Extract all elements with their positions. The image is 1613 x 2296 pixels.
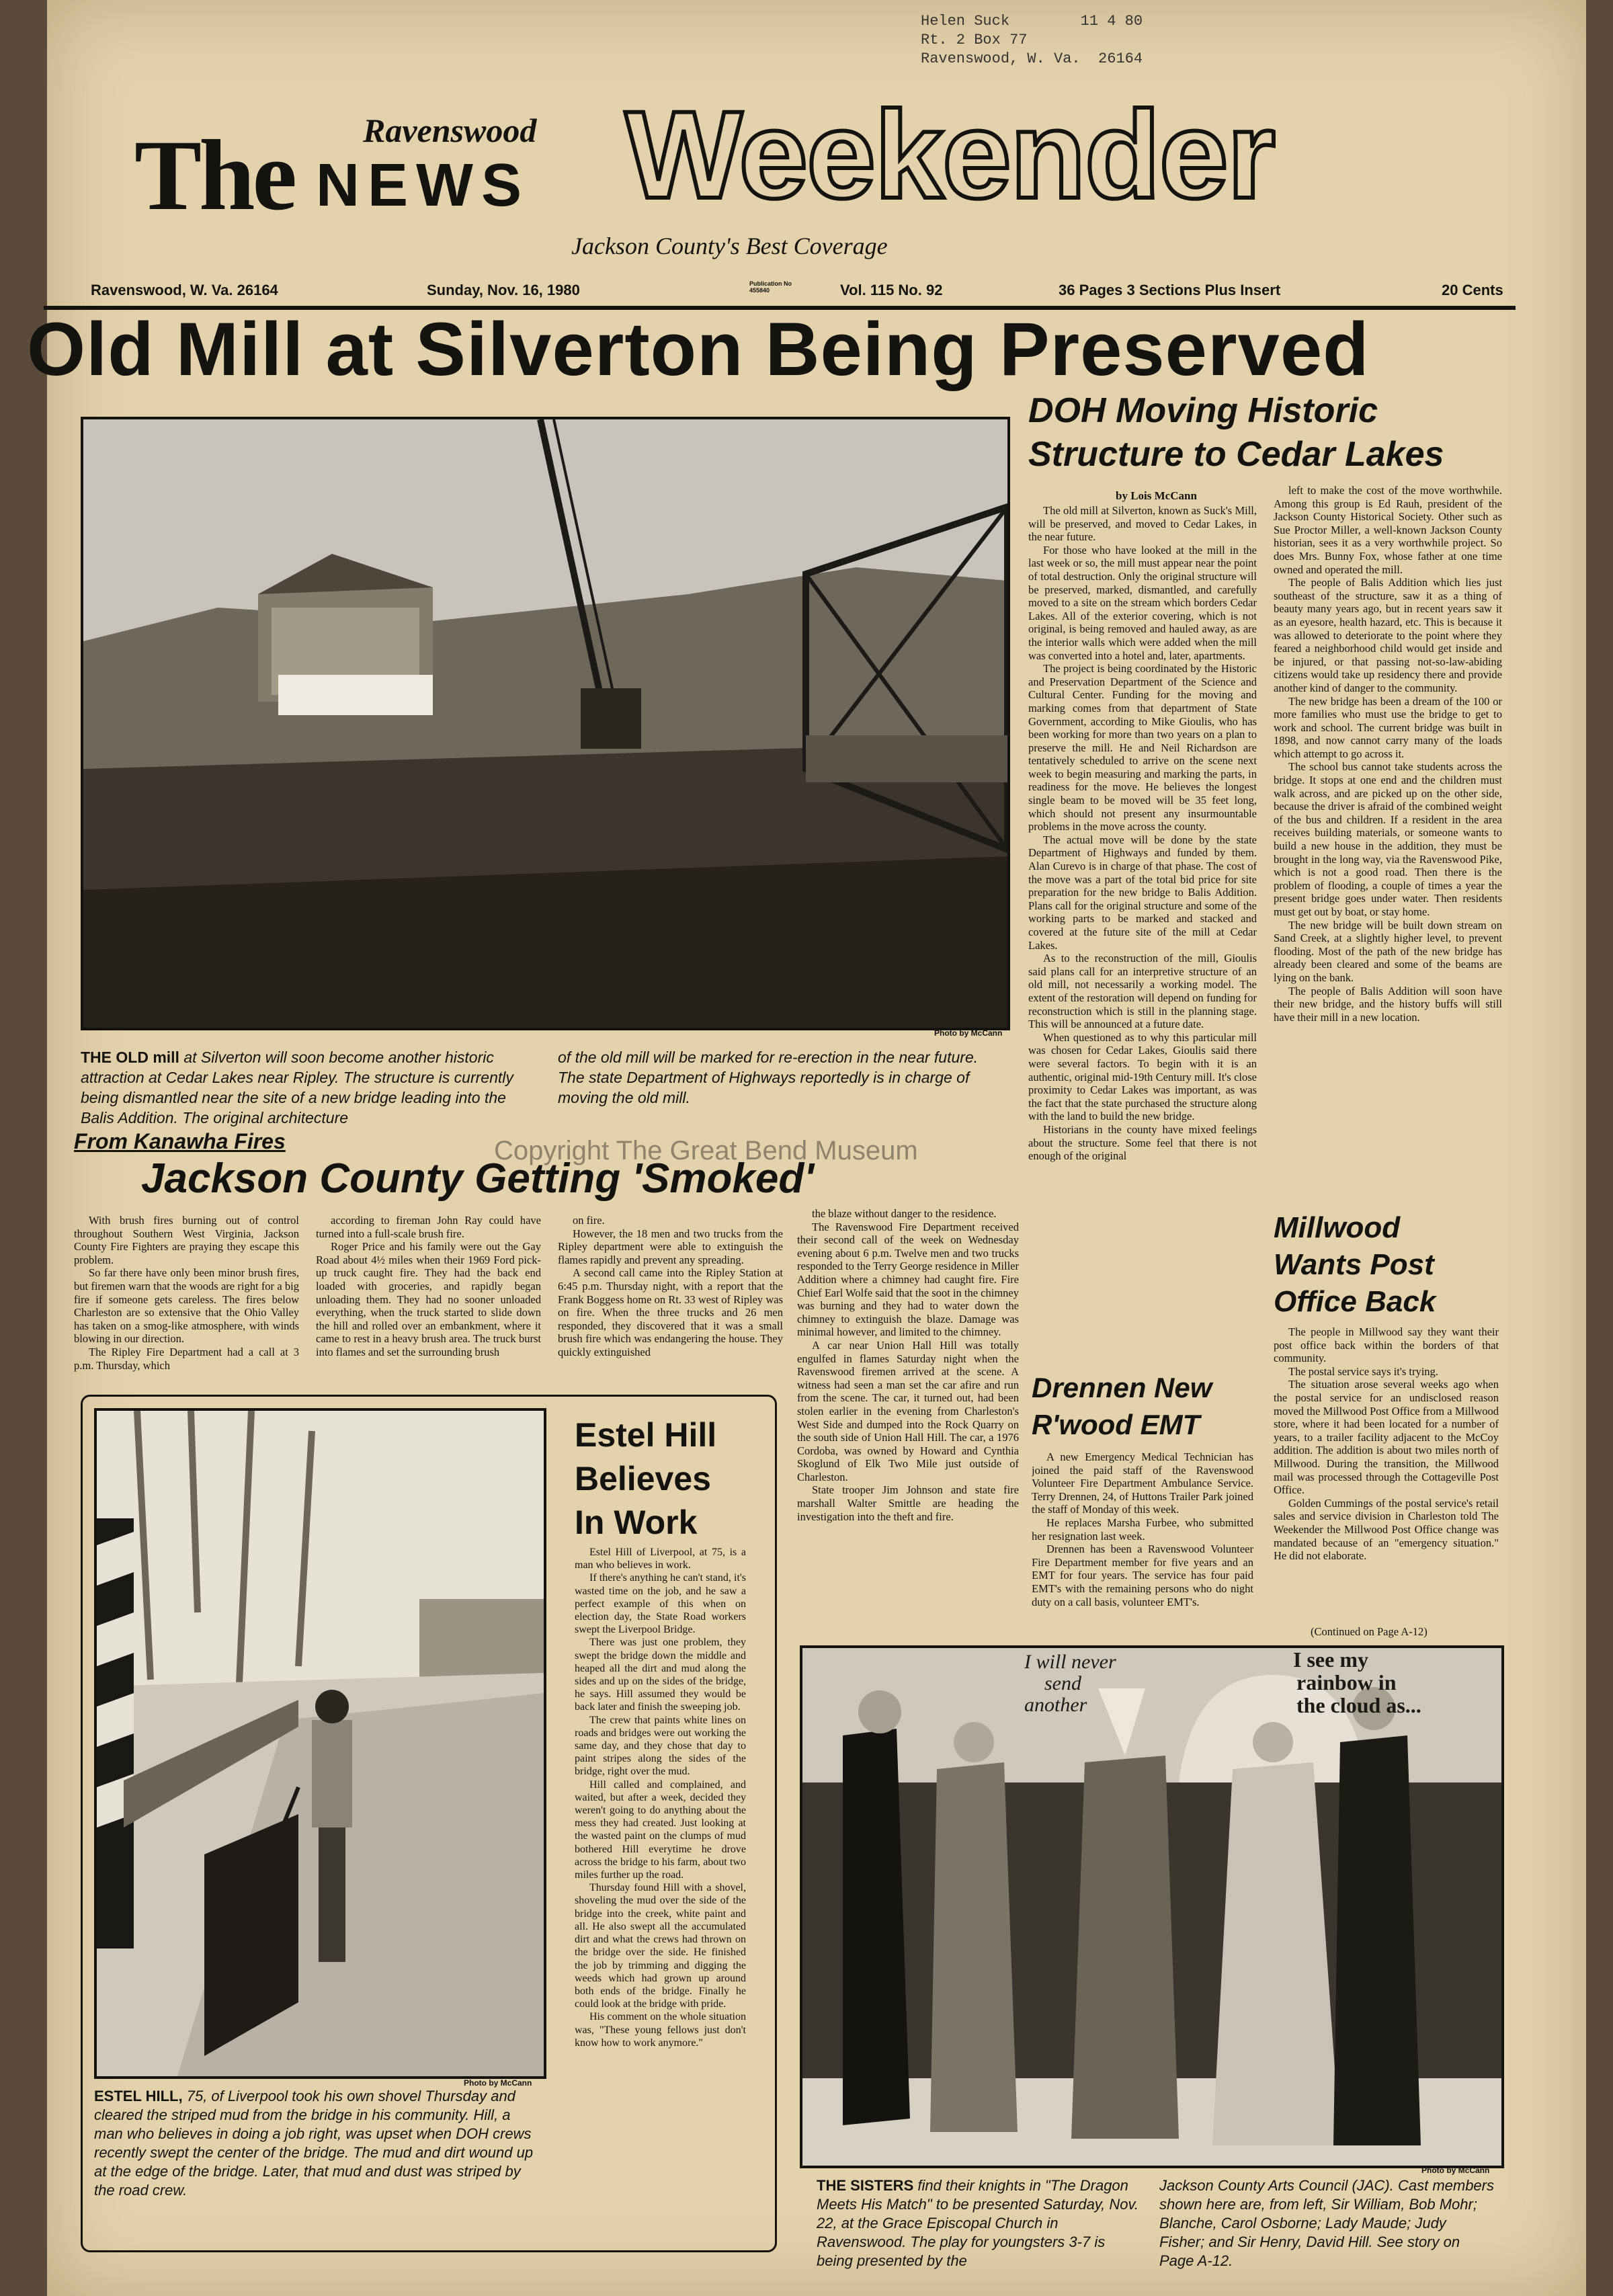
play-photo-image bbox=[802, 1648, 1501, 2166]
masthead-news: NEWS bbox=[316, 152, 530, 219]
estel-hill-photo bbox=[94, 1408, 546, 2079]
fires-kicker: From Kanawha Fires bbox=[74, 1129, 286, 1153]
play-photo-credit: Photo by McCann bbox=[1421, 2166, 1490, 2175]
millwood-headline-3: Office Back bbox=[1274, 1285, 1436, 1318]
doh-column-1 bbox=[1028, 504, 1257, 1398]
article-paragraph: on fire. bbox=[573, 1214, 605, 1227]
article-paragraph: The old mill at Silverton, known as Suck's Mill, will be preserved, and moved to Cedar Lakes, in the near future. bbox=[1028, 504, 1257, 544]
mill-photo-caption-right: of the old mill will be marked for re-erection in the near future. The state Department of Highways reportedly is in charge of moving the old mill. bbox=[558, 1049, 979, 1106]
dateline-price: 20 Cents bbox=[1442, 282, 1503, 298]
doh-headline-1: DOH Moving Historic bbox=[1028, 391, 1378, 430]
millwood-headline-1: Millwood bbox=[1274, 1211, 1401, 1244]
article-paragraph: So far there have only been minor brush fires, but firemen warn that the woods are right for a big fire if someone gets careless. The fires below Charleston are so extensive that the Ohio Valley has taken on a smog-like atmosphere, with winds blowing in our direction. bbox=[74, 1266, 299, 1346]
play-backdrop-text-3: another bbox=[1024, 1694, 1087, 1716]
estel-caption-lead: ESTEL HILL, bbox=[94, 2088, 183, 2104]
mill-caption-lead: THE OLD mill bbox=[81, 1049, 179, 1066]
estel-hill-photo-image bbox=[97, 1411, 544, 2076]
article-paragraph: The new bridge will be built down stream on Sand Creek, at a slightly higher level, to prevent flooding. Most of the path of the new bridge has already been cleared and some of the beams are lying on the bank. bbox=[1274, 918, 1502, 984]
article-paragraph: The people of Balis Addition will soon have their new bridge, and the history buffs will still have their mill in a new location. bbox=[1274, 984, 1502, 1024]
article-paragraph: The Ripley Fire Department had a call at 3 p.m. Thursday, which bbox=[74, 1345, 299, 1372]
doh-headline-2: Structure to Cedar Lakes bbox=[1028, 435, 1444, 474]
play-photo bbox=[800, 1645, 1504, 2168]
fires-column-4 bbox=[797, 1207, 1019, 1637]
mailing-label: Helen Suck 11 4 80 Rt. 2 Box 77 Ravenswood, W. Va. 26164 bbox=[921, 13, 1143, 67]
article-paragraph: according to fireman John Ray could have turned into a full-scale brush fire. bbox=[316, 1214, 541, 1240]
article-paragraph: Hill called and complained, and waited, but after a week, decided they weren't going to do anything about the mess they had created. Just looking at the wasted paint on the clumps of mud bothered Hill everytime he drove across the bridge to his farm, about two miles further up the road. bbox=[575, 1778, 746, 1881]
estel-caption-text: 75, of Liverpool took his own shovel Thursday and cleared the striped mud from the bridge in his community. Hill, a man who believes in doing a job right, was upset when DOH crews recently swept the center of the bridge. The mud and dirt wound up at the edge of the bridge. Later, that mud and dust was striped by the road crew. bbox=[94, 2088, 534, 2199]
play-backdrop-text-1: I will never bbox=[1024, 1651, 1116, 1673]
doh-byline: by Lois McCann bbox=[1116, 489, 1197, 502]
article-paragraph: His comment on the whole situation was, "These young fellows just don't know how to work anymore." bbox=[575, 2011, 746, 2049]
fires-column-1 bbox=[74, 1214, 299, 1402]
play-backdrop-text-5: rainbow in bbox=[1296, 1670, 1397, 1694]
article-paragraph: Estel Hill of Liverpool, at 75, is a man who believes in work. bbox=[575, 1547, 746, 1571]
dateline-volume: Vol. 115 No. 92 bbox=[840, 282, 943, 298]
fires-column-3 bbox=[558, 1214, 783, 1402]
dateline bbox=[44, 279, 1516, 302]
article-paragraph: As to the reconstruction of the mill, Gioulis said plans call for an interpretive structure of an old mill, not necessarily a working model. The extent of the restoration will depend on funding for reconstruction which is still in the planning stage. This will be announced at a future date. bbox=[1028, 952, 1257, 1031]
article-paragraph: The people in Millwood say they want their post office back within the borders of that community. bbox=[1274, 1325, 1499, 1365]
play-caption-left bbox=[817, 2176, 1139, 2270]
fires-column-2 bbox=[316, 1214, 541, 1402]
mill-photo bbox=[81, 417, 1010, 1030]
estel-headline-2: Believes bbox=[575, 1460, 711, 1498]
article-paragraph: There was just one problem, they swept the bridge down the middle and heaped all the dirt and mud along the sides and up on the sides of the bridge, he says. Hill assumed they would be back later and finish the sweeping job. bbox=[575, 1637, 746, 1713]
article-paragraph: The crew that paints white lines on roads and bridges were out working the same day, and they chose that day to paint stripes along the sides of the bridge, right over the mud. bbox=[575, 1714, 746, 1778]
fires-headline: Jackson County Getting 'Smoked' bbox=[141, 1155, 814, 1202]
masthead-the: The bbox=[134, 120, 295, 231]
article-paragraph: If there's anything he can't stand, it's wasted time on the job, and he saw a perfect example of this when on election day, the State Road workers swept the Liverpool Bridge. bbox=[575, 1572, 746, 1636]
article-paragraph: The new bridge has been a dream of the 100 or more families who must use the bridge to get to work and school. The current bridge was built in 1898, and now cannot carry many of the loads which attempt to go across it. bbox=[1274, 694, 1502, 760]
mill-photo-credit: Photo by McCann bbox=[934, 1028, 1003, 1038]
article-paragraph: The people of Balis Addition which lies just southeast of the structure, saw it as a thing of beauty many years ago, but in recent years saw it as an eyesore, health hazard, etc. This is because it was allowed to deteriorate to the point where they feared a neighborhood child would get inside and be injured, or that passing not-so-law-abiding citizens would take up residency there and provide another kind of danger to the community. bbox=[1274, 576, 1502, 694]
estel-photo-caption bbox=[94, 2087, 541, 2200]
mill-photo-caption-left bbox=[81, 1047, 538, 1128]
article-paragraph: State trooper Jim Johnson and state fire marshall Walter Smittle are heading the investigation into the theft and fire. bbox=[797, 1483, 1019, 1523]
main-headline: Old Mill at Silverton Being Preserved bbox=[27, 307, 1370, 391]
article-paragraph: However, the 18 men and two trucks from the Ripley department were able to extinguish the flames rapidly and prevent any spreading. bbox=[558, 1227, 783, 1266]
masthead-ravenswood: Ravenswood bbox=[363, 112, 537, 149]
dateline-pages: 36 Pages 3 Sections Plus Insert bbox=[1059, 282, 1281, 298]
article-paragraph: A car near Union Hall Hill was totally engulfed in flames Saturday night when the Ravenswood firemen arrived at the scene. A witness had seen a man set the car afire and run from the scene. The car, it turned out, had been stolen earlier in the evening from Charleston's West Side and dumped into the Rock Quarry on the south side of Union Hall Hill. The car, a 1976 Cordoba, was owned by Howard and Cynthia Skoglund of Elk Two Mile just outside of Charleston. bbox=[797, 1338, 1019, 1483]
dateline-place: Ravenswood, W. Va. 26164 bbox=[91, 282, 278, 298]
article-paragraph: Historians in the county have mixed feelings about the structure. Some feel that there is not enough of the original bbox=[1028, 1122, 1257, 1163]
millwood-continued: (Continued on Page A-12) bbox=[1311, 1625, 1428, 1638]
mill-photo-image bbox=[83, 419, 1007, 1028]
emt-headline-1: Drennen New bbox=[1032, 1372, 1212, 1403]
estel-photo-credit: Photo by McCann bbox=[464, 2078, 532, 2088]
article-paragraph: The school bus cannot take students across the bridge. It stops at one end and the children must walk across, and are picked up on the other side, because the driver is afraid of the combined weight of the bus and children. If a resident in the area receives building materials, or someone wants to build a new house in the addition, they must be brought in the long way, via the Ravenswood Pike, which is not a good road. Then there is the problem of flooding, a couple of times a year the present bridge goes under water. Then residents must get out by boat, or stay home. bbox=[1274, 760, 1502, 918]
article-paragraph: The project is being coordinated by the Historic and Preservation Department of the Science and Cultural Center. Funding for the moving and marking comes from that department of State Government, according to Mike Gioulis, who has been working for more than two years on a plan to preserve the mill. He and Neil Richardson are tentatively scheduled to arrive on the scene next week to begin measuring and marking the parts, in readiness for the move. He believes the longest single beam to be moved will be 35 feet long, which should not present any insurmountable problems in the move across the county. bbox=[1028, 662, 1257, 833]
article-paragraph: left to make the cost of the move worthwhile. Among this group is Ed Rauh, president of the Jackson County Historical Society. Other such as Sue Proctor Miller, a well-known Jackson County historian, sees it as a very worthwhile project. So does Mrs. Bunny Fox, whose father at one time owned and operated the mill. bbox=[1274, 484, 1502, 576]
mill-caption-text: at Silverton will soon become another historic attraction at Cedar Lakes near Ripley. The structure is currently being dismantled near the site of a new bridge leading into the Balis Addition. The original architecture bbox=[81, 1049, 513, 1126]
copyright-watermark: Copyright The Great Bend Museum bbox=[494, 1136, 918, 1165]
play-caption-text: find their knights in "The Dragon Meets His Match" to be presented Saturday, Nov. 22, at the Grace Episcopal Church in Ravenswood. The play for youngsters 3-7 is being presented by the bbox=[817, 2177, 1139, 2269]
article-paragraph: The postal service says it's trying. bbox=[1288, 1364, 1438, 1378]
article-paragraph: He replaces Marsha Furbee, who submitted her resignation last week. bbox=[1032, 1516, 1253, 1543]
millwood-headline-2: Wants Post bbox=[1274, 1248, 1434, 1281]
article-paragraph: Golden Cummings of the postal service's retail sales and service division in Charleston told The Weekender the Millwood Post Office change was mandated because of an "emergency situation." He did not elaborate. bbox=[1274, 1496, 1499, 1563]
play-backdrop-text-4: I see my bbox=[1293, 1648, 1368, 1672]
estel-headline-3: In Work bbox=[575, 1504, 698, 1541]
play-caption-lead: THE SISTERS bbox=[817, 2177, 914, 2194]
doh-column-2 bbox=[1274, 484, 1502, 1203]
dateline-pub-no: Publication No 455840 bbox=[749, 280, 792, 294]
millwood-body bbox=[1274, 1325, 1499, 1621]
article-paragraph: The situation arose several weeks ago when the postal service for an undisclosed reason moved the Millwood Post Office from a Millwood store, where it had been located for a number of years, to a trailer facility adjacent to the McCoy addition. The addition is about two miles north of Millwood. During the transition, the Millwood mail was processed through the Cottageville Post Office. bbox=[1274, 1378, 1499, 1497]
article-paragraph: Thursday found Hill with a shovel, shoveling the mud over the side of the bridge into the creek, white paint and all. He also swept all the accumulated dirt and what the crews had thrown on the bridge over the side. He finished the job by trimming and digging the weeds which had grown up around both ends of the bridge. Finally he could look at the bridge with pride. bbox=[575, 1882, 746, 2010]
masthead-weekender: Weekender bbox=[625, 86, 1274, 224]
article-paragraph: The actual move will be done by the state Department of Highways and funded by them. Alan Curevo is in charge of that phase. The cost of the move was a part of the total bid price for site preparation for the new bridge to Balis Addition. Plans call for the original structure and some of the working parts to be marked and stacked and covered at the future site of the mill at Cedar Lakes. bbox=[1028, 833, 1257, 952]
masthead-tagline: Jackson County's Best Coverage bbox=[571, 233, 888, 259]
article-paragraph: With brush fires burning out of control throughout Southern West Virginia, Jackson County Fire Fighters are praying they escape this problem. bbox=[74, 1214, 299, 1266]
article-paragraph: When questioned as to why this particular mill was chosen for Cedar Lakes, Gioulis said there were several factors. To begin with it is an authentic, original mid-19th Century mill. It's close proximity to Cedar Lakes was important, as was the fact that the state purchased the structure along with the land to build the new bridge. bbox=[1028, 1030, 1257, 1123]
article-paragraph: For those who have looked at the mill in the last week or so, the mill must appear near the point of total destruction. Only the original structure will be preserved, marked, dismantled, and carefully moved to a site on the stream which borders Cedar Lakes. All of the exterior covering, which is not original, is being removed and hauled away, as are the interior walls which were added when the mill was converted into a hotel and, later, apartments. bbox=[1028, 543, 1257, 662]
article-paragraph: The Ravenswood Fire Department received their second call of the week on Wednesday evening about 6 p.m. Twelve men and two trucks responded to the Terry George residence in Miller Addition where a chimney had caught fire. Fire Chief Earl Wolfe said that the soot in the chimney was burning and they had to water down the chimney to extinguish the blaze. Damage was minimal however, and limited to the chimney. bbox=[797, 1220, 1019, 1339]
estel-headline-1: Estel Hill bbox=[575, 1416, 717, 1454]
estel-body bbox=[575, 1546, 746, 2238]
emt-headline-2: R'wood EMT bbox=[1032, 1409, 1200, 1440]
article-paragraph: Roger Price and his family were out the Gay Road about 4½ miles when their 1969 Ford pick-up truck caught fire. They had the back end loaded with groceries, and rapidly began unloading them. They had no sooner unloaded everything, when the truck started to slide down the hill and rolled over an embankment, where it came to rest in a heavy brush area. The truck burst into flames and set the surrounding brush bbox=[316, 1240, 541, 1358]
play-backdrop-text-6: the cloud as... bbox=[1296, 1693, 1421, 1717]
article-paragraph: A new Emergency Medical Technician has joined the paid staff of the Ravenswood Volunteer Fire Department Ambulance Service. Terry Drennen, 24, of Huttons Trailer Park joined the staff of Monday of this week. bbox=[1032, 1450, 1253, 1516]
article-paragraph: the blaze without danger to the residence. bbox=[812, 1207, 997, 1220]
emt-body bbox=[1032, 1450, 1253, 1640]
article-paragraph: Drennen has been a Ravenswood Volunteer Fire Department member for five years and an EMT for four years. The service has four paid EMT's with the remaining persons who do night duty on a call basis, volunteer EMT's. bbox=[1032, 1543, 1253, 1608]
play-caption-right: Jackson County Arts Council (JAC). Cast members shown here are, from left, Sir William, Bob Mohr; Blanche, Carol Osborne; Lady Maude; Judy Fisher; and Sir Henry, David Hill. See story on Page A-12. bbox=[1159, 2177, 1494, 2269]
article-paragraph: A second call came into the Ripley Station at 6:45 p.m. Thursday night, with a report that the Frank Boggess home on Rt. 33 west of Ripley was on fire. When the three trucks and 26 men responded, they discovered that it was a small brush fire which was endangering the house. They quickly extinguished bbox=[558, 1266, 783, 1358]
play-backdrop-text-2: send bbox=[1044, 1672, 1081, 1694]
dateline-date: Sunday, Nov. 16, 1980 bbox=[427, 282, 580, 298]
